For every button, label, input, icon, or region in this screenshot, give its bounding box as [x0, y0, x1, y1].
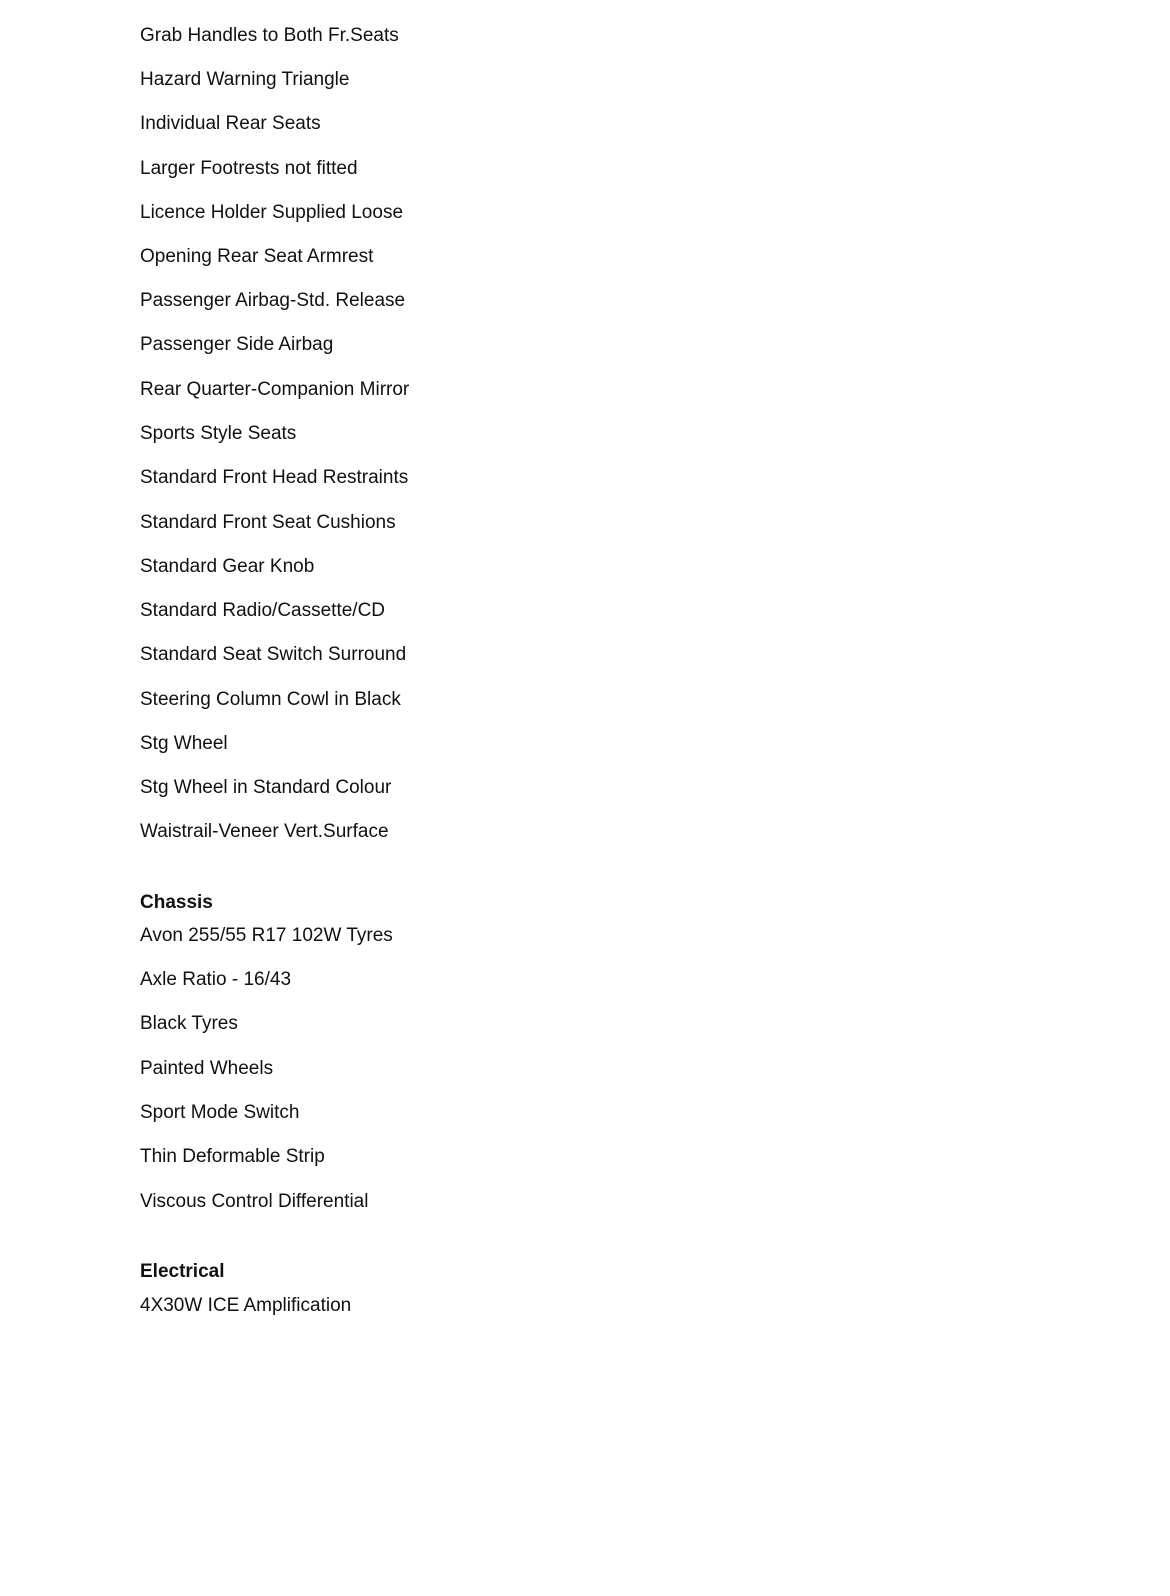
list-item: Viscous Control Differential [140, 1191, 369, 1212]
list-item: Standard Front Seat Cushions [140, 512, 396, 533]
list-item: Standard Front Head Restraints [140, 467, 409, 488]
list-item: Standard Seat Switch Surround [140, 644, 407, 665]
list-item: Passenger Airbag-Std. Release [140, 290, 406, 311]
list-item: Standard Radio/Cassette/CD [140, 600, 386, 621]
list-item: Black Tyres [140, 1013, 238, 1034]
list-item: Opening Rear Seat Armrest [140, 246, 374, 267]
section-heading-chassis: Chassis [140, 892, 213, 913]
list-item: Axle Ratio - 16/43 [140, 969, 292, 990]
list-item: Hazard Warning Triangle [140, 69, 350, 90]
list-item: Individual Rear Seats [140, 113, 321, 134]
list-item: Sports Style Seats [140, 423, 297, 444]
list-item: Waistrail-Veneer Vert.Surface [140, 821, 389, 842]
list-item: Rear Quarter-Companion Mirror [140, 379, 410, 400]
list-item: Standard Gear Knob [140, 556, 315, 577]
list-item: Grab Handles to Both Fr.Seats [140, 25, 399, 46]
list-item: Stg Wheel [140, 733, 228, 754]
section-heading-electrical: Electrical [140, 1261, 225, 1282]
list-item: Steering Column Cowl in Black [140, 689, 401, 710]
list-item: Passenger Side Airbag [140, 334, 334, 355]
list-item: Thin Deformable Strip [140, 1146, 325, 1167]
list-item: Licence Holder Supplied Loose [140, 202, 404, 223]
list-item: Painted Wheels [140, 1058, 274, 1079]
list-item: 4X30W ICE Amplification [140, 1295, 352, 1316]
list-item: Avon 255/55 R17 102W Tyres [140, 925, 393, 946]
list-item: Sport Mode Switch [140, 1102, 300, 1123]
list-item: Stg Wheel in Standard Colour [140, 777, 392, 798]
list-item: Larger Footrests not fitted [140, 158, 358, 179]
